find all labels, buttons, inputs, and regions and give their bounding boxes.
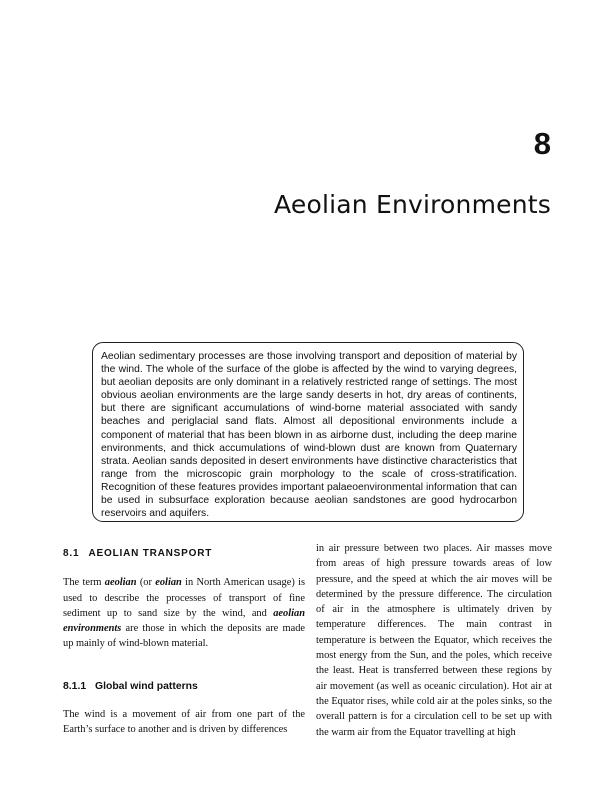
text-run: in North American usage) is used to describe the processes of transport of fine sediment up to sand size by the wind, and	[63, 577, 306, 619]
section-number: 8.1	[63, 548, 80, 559]
subsection-title: Global wind patterns	[95, 680, 198, 692]
subsection-number: 8.1.1	[63, 680, 87, 692]
chapter-number: 8	[533, 126, 551, 161]
section-title: AEOLIAN TRANSPORT	[88, 548, 213, 559]
section-paragraph	[63, 575, 305, 651]
text-run: (or	[136, 577, 156, 589]
subsection-paragraph: The wind is a movement of air from one part of the Earth’s surface to another and is driven by differences	[63, 709, 305, 736]
subsection-heading	[63, 679, 305, 694]
right-column	[316, 541, 552, 781]
text-run: are those in which the deposits are made up mainly of wind-blown material.	[63, 623, 305, 650]
chapter-title: Aeolian Environments	[274, 190, 551, 219]
term-aeolian-environments: aeolian environments	[63, 607, 305, 635]
section-heading	[63, 546, 305, 561]
text-run: The term	[63, 577, 105, 589]
left-column	[63, 540, 305, 780]
chapter-abstract: Aeolian sedimentary processes are those involving transport and deposition of material by the wind. The whole of the surface of the globe is affected by the wind to varying degrees, but aeolian deposits are only dominant in a relatively restricted range of settings. The most obvious aeolian environments are the large sandy deserts in hot, dry areas of continents, but there are significant accumulations of wind-borne material associated with sandy beaches and periglacial sand flats. Almost all depositional environments include a component of material that has been blown in as airborne dust, including the deep marine environments, and thick accumulations of wind-blown dust are known from Quaternary strata. Aeolian sands deposited in desert environments have distinctive characteristics that range from the microscopic grain morphology to the scale of cross-stratification. Recognition of these features provides important palaeoenvironmental information that can be used in subsurface exploration because aeolian sandstones are good hydrocarbon reservoirs and aquifers.	[92, 342, 524, 522]
right-column-paragraph: in air pressure between two places. Air masses move from areas of high pressure towards areas of low pressure, and the speed at which the air moves will be determined by the pressure difference. The circulation of air in the atmosphere is ultimately driven by temperature differences. The main contrast in temperature is between the Equator, which receives the most energy from the Sun, and the poles, which receive the least. Heat is transferred between these regions by air movement (as well as oceanic circulation). Hot air at the Equator rises, while cold air at the poles sinks, so the overall pattern is for a circulation cell to be set up with the warm air from the Equator travelling at high	[316, 543, 552, 738]
term-eolian: eolian	[155, 577, 182, 589]
term-aeolian: aeolian	[104, 577, 137, 589]
